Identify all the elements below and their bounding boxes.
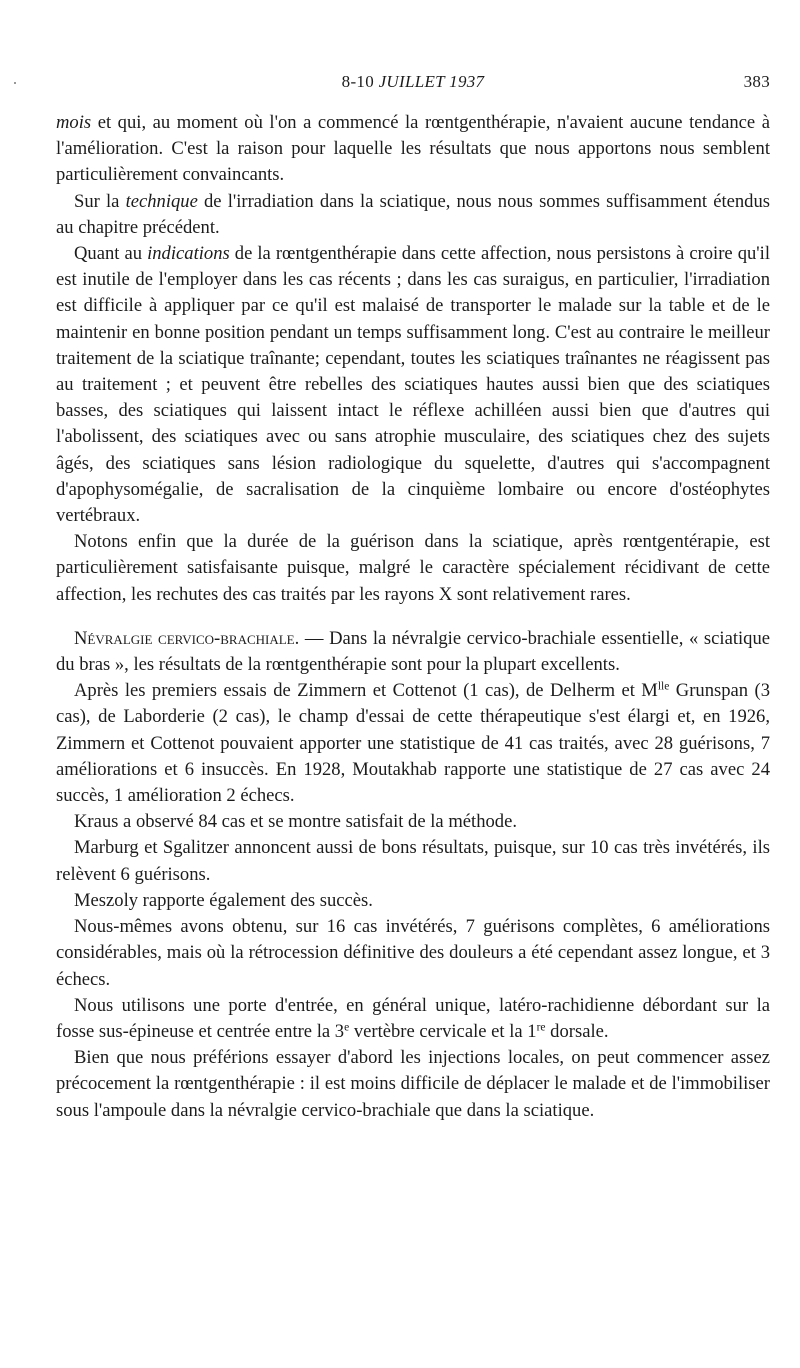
- body-text: [56, 110, 770, 1124]
- paragraph-text: Après les premiers essais de Zimmern et Cottenot (1 cas), de Delherm et M: [74, 680, 658, 702]
- paragraph-10: Nous-mêmes avons obtenu, sur 16 cas invétérés, 7 guérisons complètes, 6 améliorations considérables, mais où la rétrocession définitive des douleurs a été cependant assez longue, et 3 échecs.: [56, 916, 770, 990]
- paragraph-3: [56, 241, 770, 529]
- header-dates: 8-10: [341, 72, 375, 91]
- paragraph-1: [56, 110, 770, 189]
- paragraph-text: de l'irradiation dans la sciatique, nous nous sommes suffisamment étendus au chapitre précédent.: [56, 190, 771, 238]
- paragraph-text: vertèbre cervicale et la 1: [349, 1020, 537, 1042]
- superscript: re: [536, 1021, 546, 1034]
- paragraph-8: Marburg et Sgalitzer annoncent aussi de bons résultats, puisque, sur 10 cas très invétérés, ils relèvent 6 guérisons.: [56, 837, 770, 885]
- paragraph-7: Kraus a observé 84 cas et se montre satisfait de la méthode.: [74, 811, 517, 833]
- superscript: lle: [657, 680, 670, 693]
- paragraph-text: Sur la: [74, 190, 126, 212]
- section-nevralgie-cervico-brachiale: [56, 626, 770, 678]
- paragraph-4: Notons enfin que la durée de la guérison dans la sciatique, après rœntgentérapie, est particulièrement satisfaisante puisque, malgré le caractère spécialement récidivant de cette affection, les rechutes des cas traités par les rayons X sont relativement rares.: [56, 531, 770, 605]
- paragraph-12: Bien que nous préférions essayer d'abord les injections locales, on peut commencer assez précocement la rœntgenthérapie : il est moins difficile de déplacer le malade et de l'immobiliser sous l'ampoule dans la névralgie cervico-brachiale que dans la sciatique.: [56, 1047, 770, 1121]
- running-header: [56, 72, 770, 96]
- paragraph-text: dorsale.: [545, 1020, 609, 1042]
- paragraph-6: [56, 678, 770, 809]
- page-number: 383: [743, 72, 770, 91]
- italic-word: technique: [125, 190, 198, 212]
- paragraph-11: [56, 993, 770, 1045]
- paragraph-2: [56, 189, 770, 241]
- italic-word: indications: [147, 243, 230, 265]
- paragraph-text: et qui, au moment où l'on a commencé la rœntgenthérapie, n'avaient aucune tendance à l'amélioration. C'est la raison pour laquelle les résultats que nous apportons nous semblent particulièrement convaincants.: [56, 112, 770, 186]
- section-heading: Névralgie cervico-brachiale.: [74, 627, 300, 649]
- header-month-year: JUILLET 1937: [378, 72, 485, 91]
- running-title: [56, 72, 770, 92]
- paragraph-text: — Dans la névralgie cervico-brachiale essentielle, « sciatique du bras », les résultats de la rœntgenthérapie sont pour la plupart excellents.: [56, 627, 770, 676]
- superscript: e: [344, 1021, 350, 1034]
- paragraph-9: Meszoly rapporte également des succès.: [74, 889, 373, 911]
- paragraph-text: Grunspan (3 cas), de Laborderie (2 cas), le champ d'essai de cette thérapeutique s'est élargi et, en 1926, Zimmern et Cottenot pouvaient apporter une statistique de 41 cas traités, avec 28 guérisons, 7 améliorations et 6 insuccès. En 1928, Moutakhab rapporte une statistique de 27 cas avec 24 succès, 1 amélioration 2 échecs.: [56, 680, 770, 807]
- paragraph-text: de la rœntgenthérapie dans cette affection, nous persistons à croire qu'il est inutile de l'employer dans les cas récents ; dans les cas suraigus, en particulier, l'irradiation est difficile à appliquer par ce qu'il est malaisé de transporter le malade sur la table et de le maintenir en bonne position pendant un temps suffisamment long. C'est au contraire le meilleur traitement de la sciatique traînante; cependant, toutes les sciatiques traînantes ne réagissent pas au traitement ; et peuvent être rebelles des sciatiques hautes aussi bien que des sciatiques basses, des sciatiques qui laissent intact le réflexe achilléen aussi bien que d'autres qui l'abolissent, des sciatiques avec ou sans atrophie musculaire, des sciatiques chez des sujets âgés, des sciatiques sans lésion radiologique du squelette, d'autres qui s'accompagnent d'apophysomégalie, de sacralisation de la cinquième lombaire ou encore d'ostéophytes vertébraux.: [56, 243, 770, 527]
- paragraph-text: Quant au: [74, 243, 148, 265]
- italic-word: mois: [56, 112, 92, 133]
- paragraph-text: Nous utilisons une porte d'entrée, en général unique, latéro-rachidienne débordant sur la fosse sus-épineuse et centrée entre la 3: [56, 994, 770, 1042]
- scan-speck: [14, 82, 16, 84]
